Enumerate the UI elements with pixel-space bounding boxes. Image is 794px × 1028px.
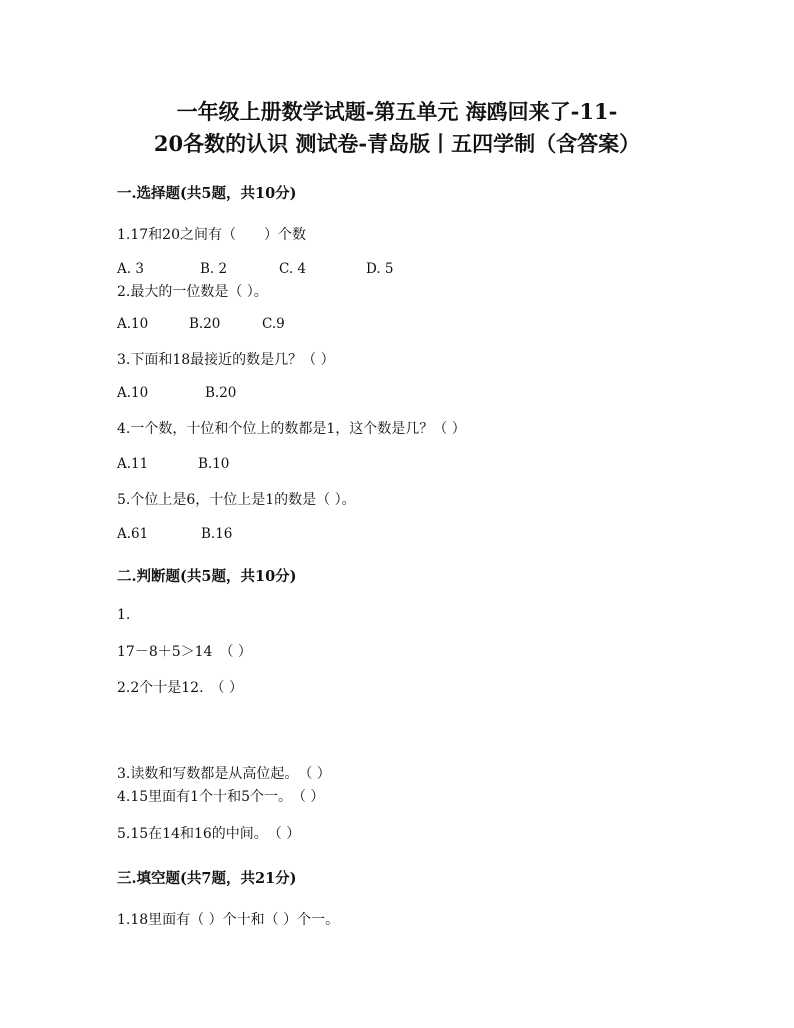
title-line-1: 一年级上册数学试题-第五单元 海鸥回来了-11-: [176, 99, 618, 124]
question-1-2: 2.最大的一位数是（ ）。: [117, 284, 268, 300]
q1-2-option-b: B.20: [189, 316, 221, 332]
question-2-5: 5.15在14和16的中间。 （ ）: [117, 826, 301, 842]
q1-1-option-c: C. 4: [279, 261, 307, 277]
q1-5-option-a: A.61: [117, 526, 149, 542]
question-2-2: 2.2个十是12. （ ）: [117, 680, 243, 696]
section-heading-choice: 一.选择题(共5题，共10分): [117, 185, 297, 202]
question-2-1-number: 1.: [117, 607, 131, 623]
section-heading-judge: 二.判断题(共5题，共10分): [117, 568, 297, 585]
section-heading-fill: 三.填空题(共7题，共21分): [117, 870, 297, 887]
q1-3-option-a: A.10: [117, 385, 149, 401]
q1-2-option-c: C.9: [262, 316, 285, 332]
question-2-4: 4.15里面有1个十和5个一。 （ ）: [117, 789, 325, 805]
question-3-1: 1.18里面有（ ）个十和（ ）个一。: [117, 912, 340, 928]
q1-1-option-b: B. 2: [200, 261, 228, 277]
q1-1-option-d: D. 5: [366, 261, 394, 277]
q1-3-option-b: B.20: [205, 385, 237, 401]
question-2-3: 3.读数和写数都是从高位起。 （ ）: [117, 766, 331, 782]
q1-1-option-a: A. 3: [117, 261, 144, 277]
title-line-2: 20各数的认识 测试卷-青岛版丨五四学制（含答案）: [153, 131, 641, 156]
q1-4-option-b: B.10: [198, 456, 230, 472]
question-2-1: 17－8＋5＞14 （ ）: [117, 644, 252, 660]
q1-5-option-b: B.16: [201, 526, 233, 542]
q1-2-option-a: A.10: [117, 316, 149, 332]
question-1-4: 4.一个数，十位和个位上的数都是1，这个数是几？（ ）: [117, 421, 466, 437]
question-1-1: 1.17和20之间有（ ）个数: [117, 227, 306, 243]
question-1-3: 3.下面和18最接近的数是几？（ ）: [117, 352, 335, 368]
q1-4-option-a: A.11: [117, 456, 149, 472]
question-1-5: 5.个位上是6，十位上是1的数是（ ）。: [117, 492, 356, 508]
